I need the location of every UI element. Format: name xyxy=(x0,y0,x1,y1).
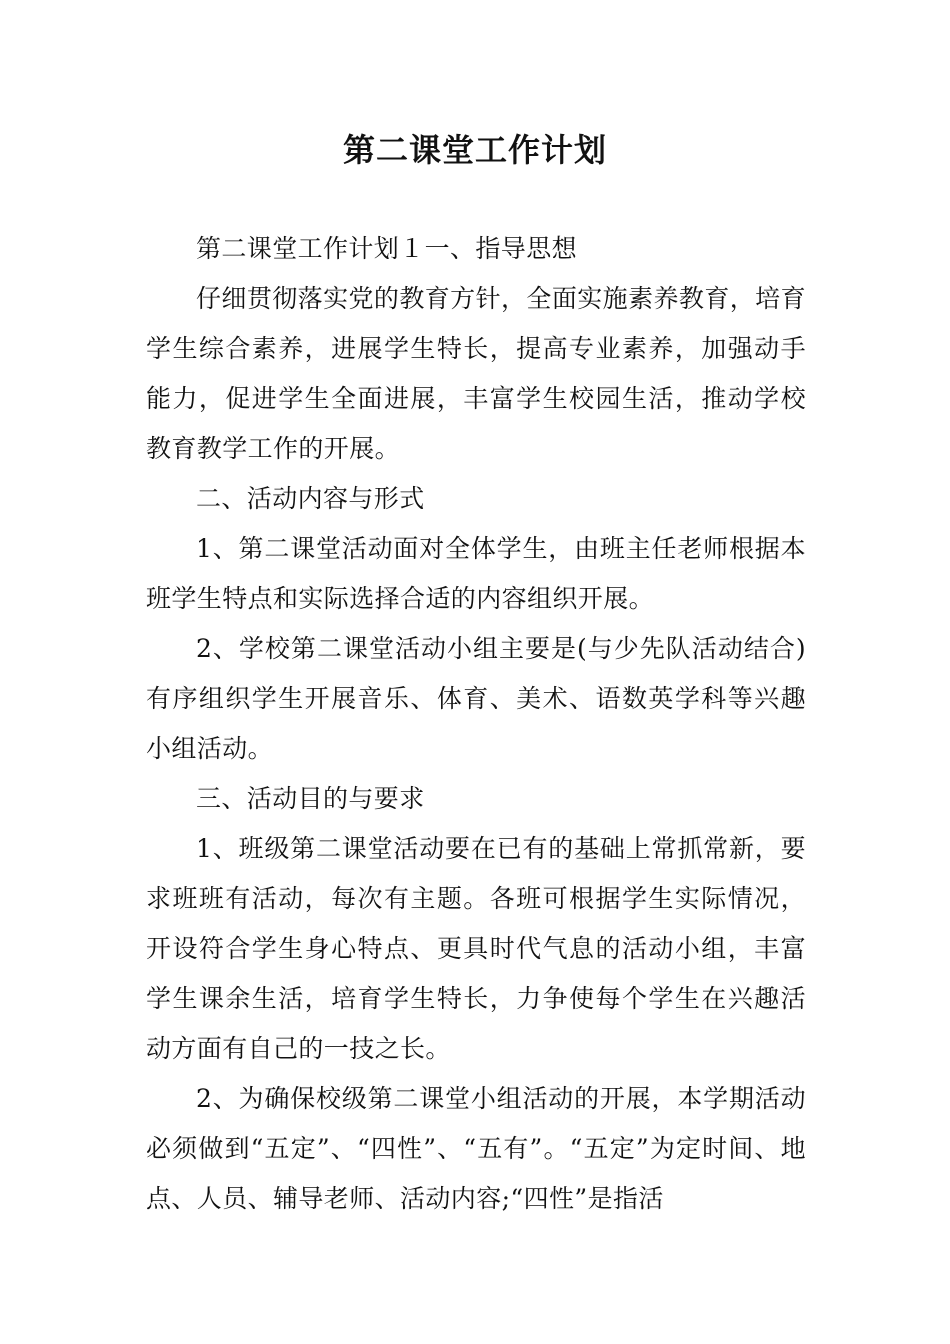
paragraph-content-item-1: 1、第二课堂活动面对全体学生，由班主任老师根据本班学生特点和实际选择合适的内容组织开展。 xyxy=(146,534,806,613)
paragraph-purpose-item-2: 2、为确保校级第二课堂小组活动的开展，本学期活动必须做到“五定”、“四性”、“五有”。“五定”为定时间、地点、人员、辅导老师、活动内容;“四性”是指活 xyxy=(146,1084,806,1213)
paragraph-content-form-heading: 二、活动内容与形式 xyxy=(196,484,425,513)
paragraph-purpose-item-1: 1、班级第二课堂活动要在已有的基础上常抓常新，要求班班有活动，每次有主题。各班可根据学生实际情况，开设符合学生身心特点、更具时代气息的活动小组，丰富学生课余生活，培育学生特长，力争使每个学生在兴趣活动方面有自己的一技之长。 xyxy=(146,834,806,1063)
paragraph-purpose-heading: 三、活动目的与要求 xyxy=(196,784,425,813)
document-title: 第二课堂工作计划 xyxy=(342,131,607,169)
paragraph-content-item-2: 2、学校第二课堂活动小组主要是(与少先队活动结合)有序组织学生开展音乐、体育、美术、语数英学科等兴趣小组活动。 xyxy=(146,634,806,763)
document-body xyxy=(146,224,806,1224)
paragraph-guiding-ideology-heading: 第二课堂工作计划１一、指导思想 xyxy=(196,234,578,263)
paragraph-guiding-ideology: 仔细贯彻落实党的教育方针，全面实施素养教育，培育学生综合素养，进展学生特长，提高专业素养，加强动手能力，促进学生全面进展，丰富学生校园生活，推动学校教育教学工作的开展。 xyxy=(146,284,806,463)
